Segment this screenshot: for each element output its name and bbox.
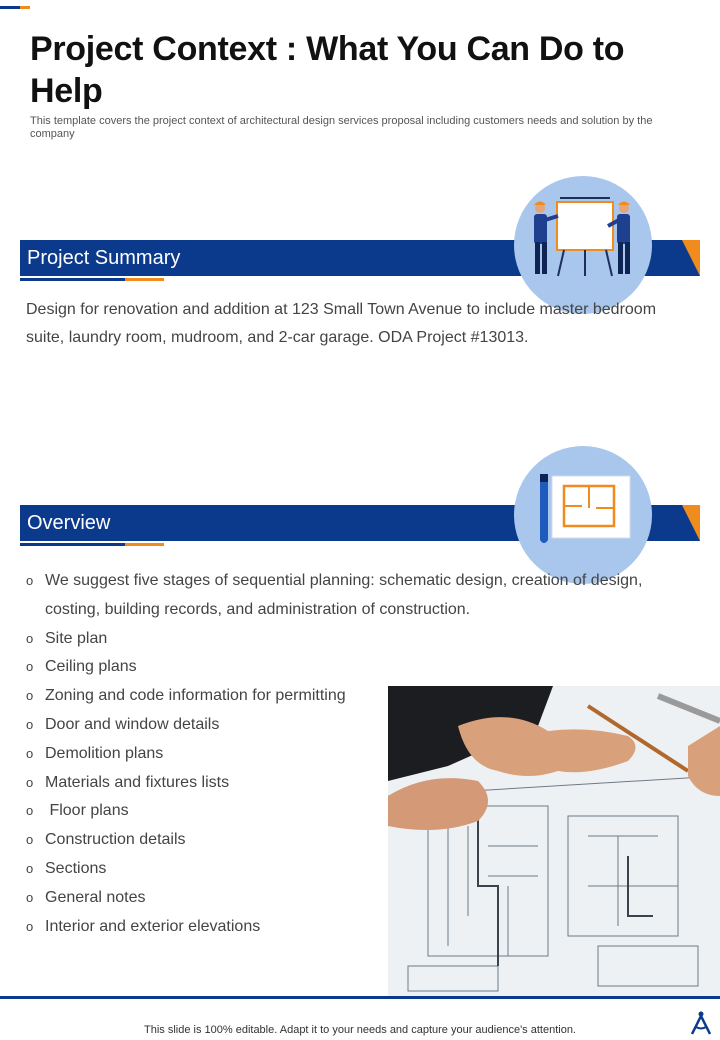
overview-underline	[20, 543, 164, 546]
corner-accent	[0, 6, 30, 9]
list-item: o Construction details	[26, 826, 666, 855]
project-summary-heading: Project Summary	[27, 247, 181, 269]
list-item: o Site plan	[26, 625, 666, 654]
footer-divider	[0, 996, 720, 999]
page-subtitle: This template covers the project context of architectural design services proposal including customers needs and solution by the company	[30, 115, 653, 140]
list-item: o Materials and fixtures lists	[26, 769, 666, 798]
compass-logo-icon	[688, 1010, 714, 1036]
blueprint-icon	[514, 446, 652, 584]
list-item: o Sections	[26, 855, 666, 884]
project-summary-text: Design for renovation and addition at 123 Small Town Avenue to include master bedroom suite, laundry room, mudroom, and 2-car garage. ODA Project #13013.	[26, 301, 657, 346]
architects-blueprint-photo	[388, 686, 720, 996]
list-item: o We suggest five stages of sequential planning: schematic design, creation of design, costing, building records, and administration of construction.	[26, 567, 666, 625]
page-title: Project Context : What You Can Do to Help	[30, 30, 625, 110]
list-item: o General notes	[26, 884, 666, 913]
overview-heading: Overview	[27, 512, 111, 534]
footer-note: This slide is 100% editable. Adapt it to your needs and capture your audience's attention.	[144, 1024, 576, 1036]
list-item: o Demolition plans	[26, 740, 666, 769]
summary-underline	[20, 278, 164, 281]
presentation-board-icon	[514, 176, 652, 314]
list-item: o Door and window details	[26, 711, 666, 740]
bar-accent-triangle	[682, 505, 700, 541]
bar-accent-triangle	[682, 240, 700, 276]
list-item: o Interior and exterior elevations	[26, 913, 666, 942]
list-item: o Zoning and code information for permitting	[26, 682, 666, 711]
list-item: o Floor plans	[26, 797, 666, 826]
list-item: o Ceiling plans	[26, 653, 666, 682]
